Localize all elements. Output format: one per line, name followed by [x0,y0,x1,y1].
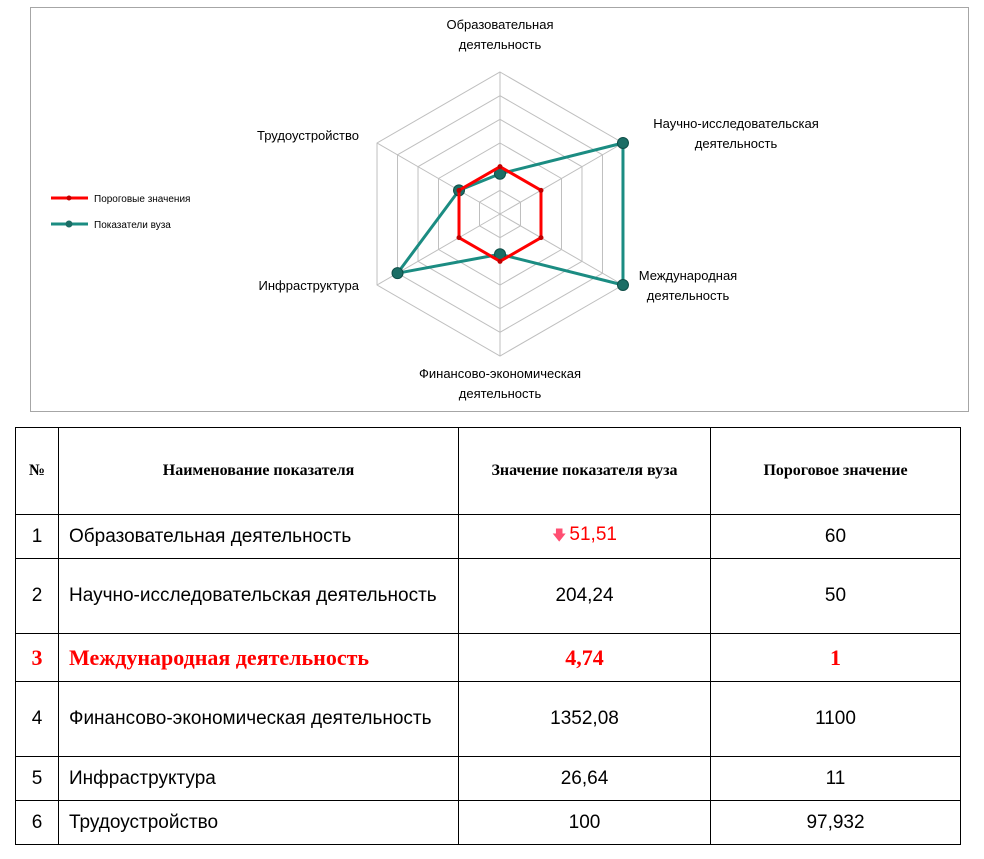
legend-label: Показатели вуза [94,220,171,231]
row-num: 5 [16,757,59,801]
row-name: Инфраструктура [59,757,459,801]
arrow-down-icon: 🡇 [552,527,567,543]
header-value: Значение показателя вуза [459,428,711,515]
series-point [538,188,543,193]
axis-label: Трудоустройство [256,128,359,143]
row-name: Финансово-экономическая деятельность [59,682,459,757]
row-threshold: 97,932 [711,801,961,845]
row-num: 3 [16,634,59,682]
row-value: 4,74 [459,634,711,682]
row-num: 6 [16,801,59,845]
row-num: 4 [16,682,59,757]
axis-label: деятельность [646,288,730,303]
header-name: Наименование показателя [59,428,459,515]
series-point [392,268,403,279]
table-row [16,682,961,757]
row-num: 1 [16,515,59,559]
row-threshold: 50 [711,559,961,634]
axis-label: Финансово-экономическая [419,366,581,381]
legend [51,194,190,231]
row-value-text: 51,51 [569,524,617,545]
row-threshold: 1100 [711,682,961,757]
row-num: 2 [16,559,59,634]
row-value: 204,24 [459,559,711,634]
axis-label: Образовательная [446,17,554,32]
legend-label: Пороговые значения [94,194,191,205]
indicator-table [15,427,961,845]
table-row-highlighted [16,634,961,682]
row-value: 1352,08 [459,682,711,757]
legend-marker [67,196,72,201]
table-row [16,559,961,634]
row-value [459,515,711,559]
legend-marker [66,221,73,228]
row-value: 26,64 [459,757,711,801]
series-point [457,188,462,193]
series-point [617,280,628,291]
row-name: Трудоустройство [59,801,459,845]
table-row [16,801,961,845]
axis-label: деятельность [458,386,542,401]
axis-labels [257,17,819,401]
axis-label: Международная [638,268,738,283]
axis-label: деятельность [694,136,778,151]
series-point [498,259,503,264]
row-value: 100 [459,801,711,845]
header-threshold: Пороговое значение [711,428,961,515]
row-threshold: 11 [711,757,961,801]
series-point [457,235,462,240]
row-name: Международная деятельность [59,634,459,682]
series-point [538,235,543,240]
radar-chart [31,8,970,413]
series-point [617,138,628,149]
row-name: Научно-исследовательская деятельность [59,559,459,634]
row-threshold: 60 [711,515,961,559]
axis-label: Инфраструктура [258,278,359,293]
header-num: № [16,428,59,515]
row-name: Образовательная деятельность [59,515,459,559]
radar-chart-panel [30,7,969,412]
axis-label: Научно-исследовательская [653,116,819,131]
table-row [16,515,961,559]
series-point [498,164,503,169]
radar-grid [377,72,623,356]
table-header-row [16,428,961,515]
series-line [398,143,623,285]
axis-label: деятельность [458,37,542,52]
row-threshold: 1 [711,634,961,682]
table-row [16,757,961,801]
